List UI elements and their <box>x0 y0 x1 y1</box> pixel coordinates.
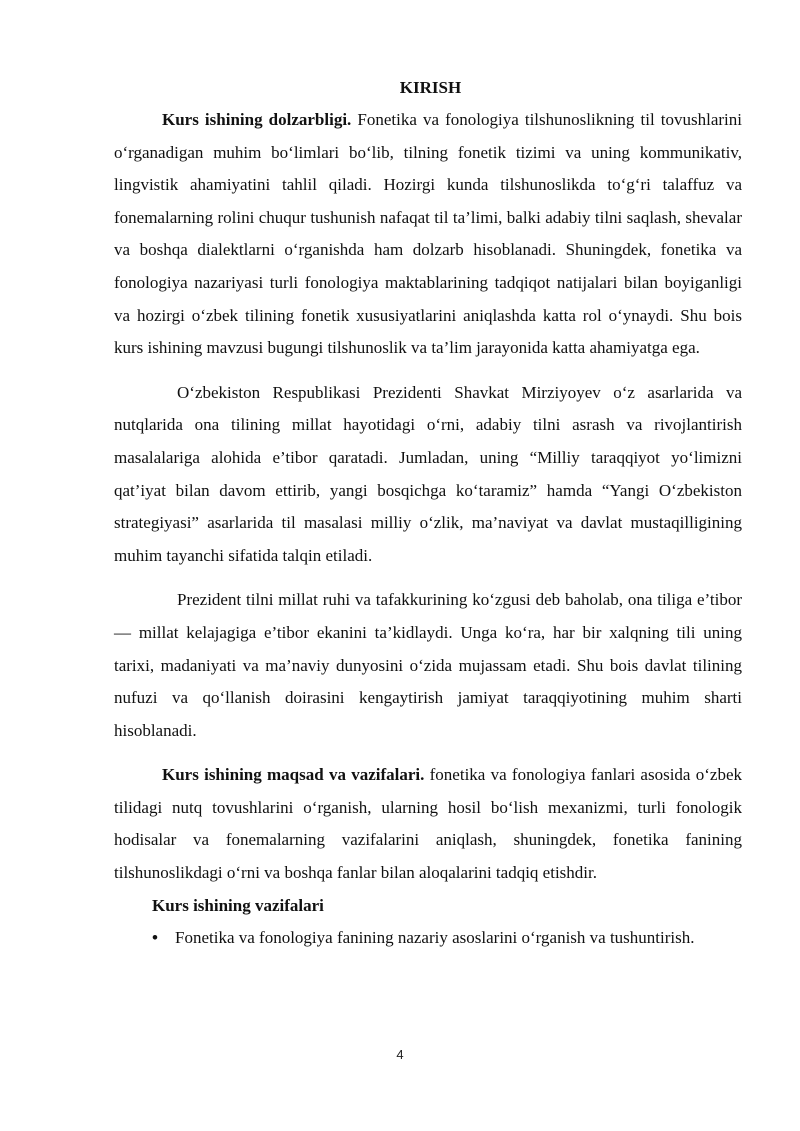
document-page <box>114 72 742 955</box>
paragraph-lead-relevance: Kurs ishining dolzarbligi. <box>162 110 352 129</box>
tasks-list <box>114 922 742 955</box>
paragraph-lead-goals: Kurs ishining maqsad va vazifalari. <box>162 765 425 785</box>
paragraph-president-works: O‘zbekiston Respublikasi Prezidenti Shavkat Mirziyoyev o‘z asarlarida va nutqlarida ona tilining millat hayotidagi o‘rni, adabiy tilni asrash va rivojlantirish masalalariga alohida e’tibor qaratadi. Jumladan, uning “Milliy taraqqiyot yo‘limizni qat’iyat bilan davom ettirib, yangi bosqichga ko‘taramiz” hamda “Yangi O‘zbekiston strategiyasi” asarlarida til masalasi milliy o‘zlik, ma’naviyat va davlat mustaqilligining muhim tayanchi sifatida talqin etiladi. <box>114 382 742 565</box>
section-title: KIRISH <box>399 78 462 97</box>
page-number: 4 <box>396 1047 404 1062</box>
bullet-icon: • <box>152 928 158 948</box>
list-item <box>114 922 742 955</box>
paragraph-text-relevance: Fonetika va fonologiya tilshunoslikning til tovushlarini o‘rganadigan muhim bo‘limlari bo‘lib, tilning fonetik tizimi va uning kommunikativ, lingvistik ahamiyatini tahlil qiladi. Hozirgi kunda tilshunoslikda to‘g‘ri talaffuz va fonemalarning rolini chuqur tushunish nafaqat til ta’limi, balki adabiy tilni saqlash, shevalar va boshqa dialektlarni o‘rganishda ham dolzarb hisoblanadi. Shuningdek, fonetika va fonologiya nazariyasi turli fonologiya maktablarining tadqiqot natijalari bilan boyiganligi va hozirgi o‘zbek tilining fonetik xususiyatlarini aniqlashda katta rol o‘ynaydi. Shu bois kurs ishining mavzusi bugungi tilshunoslik va ta’lim jarayonida katta ahamiyatga ega. <box>114 110 742 358</box>
paragraph-text-goals: fonetika va fonologiya fanlari asosida o‘zbek tilidagi nutq tovushlarini o‘rganish, ularning hosil bo‘lish mexanizmi, turli fonologik hodisalar va fonemalarning vazifalarini aniqlash, shuningdek, fonetika fanining tilshunoslikdagi o‘rni va boshqa fanlar bilan aloqalarini tadqiq etishdir. <box>114 765 742 883</box>
paragraph-goals <box>114 759 742 889</box>
paragraph-relevance <box>114 104 742 365</box>
paragraph-president-language: Prezident tilni millat ruhi va tafakkurining ko‘zgusi deb baholab, ona tiliga e’tibor — millat kelajagiga e’tibor ekanini ta’kidlaydi. Unga ko‘ra, har bir xalqning tili uning tarixi, madaniyati va ma’naviy dunyosini o‘zida mujassam etadi. Shu bois davlat tilining nufuzi va qo‘llanish doirasini kengaytirish jamiyat taraqqiyotining muhim sharti hisoblanadi. <box>114 590 742 740</box>
tasks-heading: Kurs ishining vazifalari <box>152 895 324 915</box>
list-item-text: Fonetika va fonologiya fanining nazariy asoslarini o‘rganish va tushuntirish. <box>175 928 695 948</box>
